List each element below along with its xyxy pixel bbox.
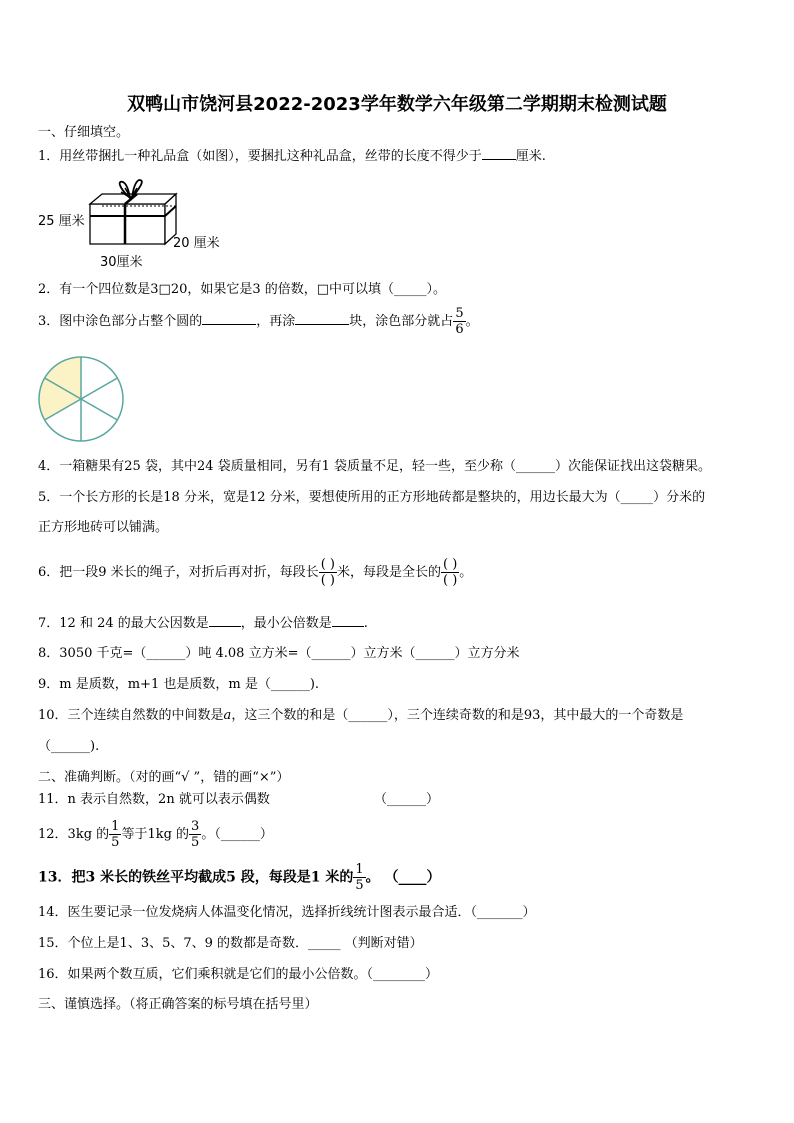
fraction-blank[interactable]: $\frac{( )}{( )}$ (442, 557, 458, 588)
box-depth-label: 20 厘米 (173, 236, 220, 251)
question-1 (38, 147, 546, 166)
question-7: 7．12 和 24 的最大公因数是 ，最小公倍数是 . (38, 616, 368, 631)
box-width-label: 30厘米 (100, 255, 143, 270)
question-7-text: 7．12 和 24 的最大公因数是 (38, 616, 209, 631)
question-11-answer[interactable]: （______） (374, 792, 440, 807)
section-2-heading: 二、准确判断。（对的画“√ ”，错的画“×”） (38, 770, 290, 785)
question-5-line-1: 5．一个长方形的长是18 分米，宽是12 分米，要想使所用的正方形地砖都是整块的，用边长最大为（_____）分米的 (38, 490, 706, 505)
answer-blank[interactable] (295, 312, 349, 325)
question-1-unit: 厘米. (515, 149, 546, 164)
variable-a: a (223, 708, 232, 723)
question-13: 13．把3 米长的铁丝平均截成5 段，每段是1 米的 $\frac{1}{5}$ 。 （____） (38, 862, 441, 893)
question-11: 11．n 表示自然数，2n 就可以表示偶数 (38, 792, 270, 807)
page-title: 双鸭山市饶河县2022-2023学年数学六年级第二学期期末检测试题 (127, 94, 667, 115)
question-16: 16．如果两个数互质，它们乘积就是它们的最小公倍数。（________） (38, 967, 439, 982)
question-6-text-2: 米，每段是全长的 (336, 565, 441, 580)
question-6: 6．把一段9 米长的绳子，对折后再对折，每段长 $\frac{( )}{( )}$ 米，每段是全长的 $\frac{( )}{( )}$ 。 (38, 557, 473, 588)
question-8: 8．3050 千克=（______）吨 4.08 立方米=（______）立方米（______）立方分米 (38, 646, 520, 661)
answer-blank[interactable] (332, 614, 364, 627)
question-5-line-2: 正方形地砖可以铺满。 (38, 520, 169, 535)
fraction-three-fifths: $\frac{3}{5}$ (191, 819, 200, 850)
section-1-heading: 一、仔细填空。 (38, 125, 130, 140)
question-3-text: 3．图中涂色部分占整个圆的 (38, 314, 203, 329)
question-1-text: 1．用丝带捆扎一种礼品盒（如图），要捆扎这种礼品盒，丝带的长度不得少于 (38, 149, 482, 164)
question-15: 15．个位上是1、3、5、7、9 的数都是奇数．_____ （判断对错） (38, 936, 423, 951)
question-7-text-2: ，最小公倍数是 (240, 616, 332, 631)
question-14: 14．医生要记录一位发烧病人体温变化情况，选择折线统计图表示最合适．（_______） (38, 905, 536, 920)
question-10-line-2: （______). (38, 739, 100, 754)
question-10-line-1: 10．三个连续自然数的中间数是a，这三个数的和是（______），三个连续奇数的和是93，其中最大的一个奇数是 (38, 708, 684, 723)
question-4: 4．一箱糖果有25 袋，其中24 袋质量相同，另有1 袋质量不足，轻一些，至少称（______）次能保证找出这袋糖果。 (38, 459, 712, 474)
fraction-blank[interactable]: $\frac{( )}{( )}$ (320, 557, 335, 588)
fraction-one-fifth: $\frac{1}{5}$ (111, 819, 120, 850)
question-3-text-2: ，再涂 (256, 314, 296, 329)
answer-blank[interactable] (482, 147, 516, 160)
question-12: 12．3kg 的 $\frac{1}{5}$ 等于1kg 的 $\frac{3}{5}$ 。（______） (38, 819, 273, 850)
answer-blank[interactable] (209, 614, 241, 627)
question-3: 3．图中涂色部分占整个圆的 ，再涂 块，涂色部分就占 $\frac{5}{6}$ 。 (38, 306, 479, 337)
question-6-text: 6．把一段9 米长的绳子，对折后再对折，每段长 (38, 565, 319, 580)
question-2: 2．有一个四位数是3□20，如果它是3 的倍数，□中可以填（_____）。 (38, 282, 447, 297)
question-3-text-3: 块，涂色部分就占 (349, 314, 454, 329)
box-height-label: 25 厘米 (38, 214, 85, 229)
fraction-one-fifth: $\frac{1}{5}$ (355, 862, 364, 893)
circle-six-sectors-figure (36, 354, 126, 444)
section-3-heading: 三、谨慎选择。（将正确答案的标号填在括号里） (38, 997, 318, 1012)
gift-box-figure (85, 176, 181, 250)
question-9: 9．m 是质数，m+1 也是质数，m 是（______). (38, 677, 320, 692)
answer-blank[interactable] (202, 312, 256, 325)
fraction-five-sixths: $\frac{5}{6}$ (455, 306, 464, 337)
